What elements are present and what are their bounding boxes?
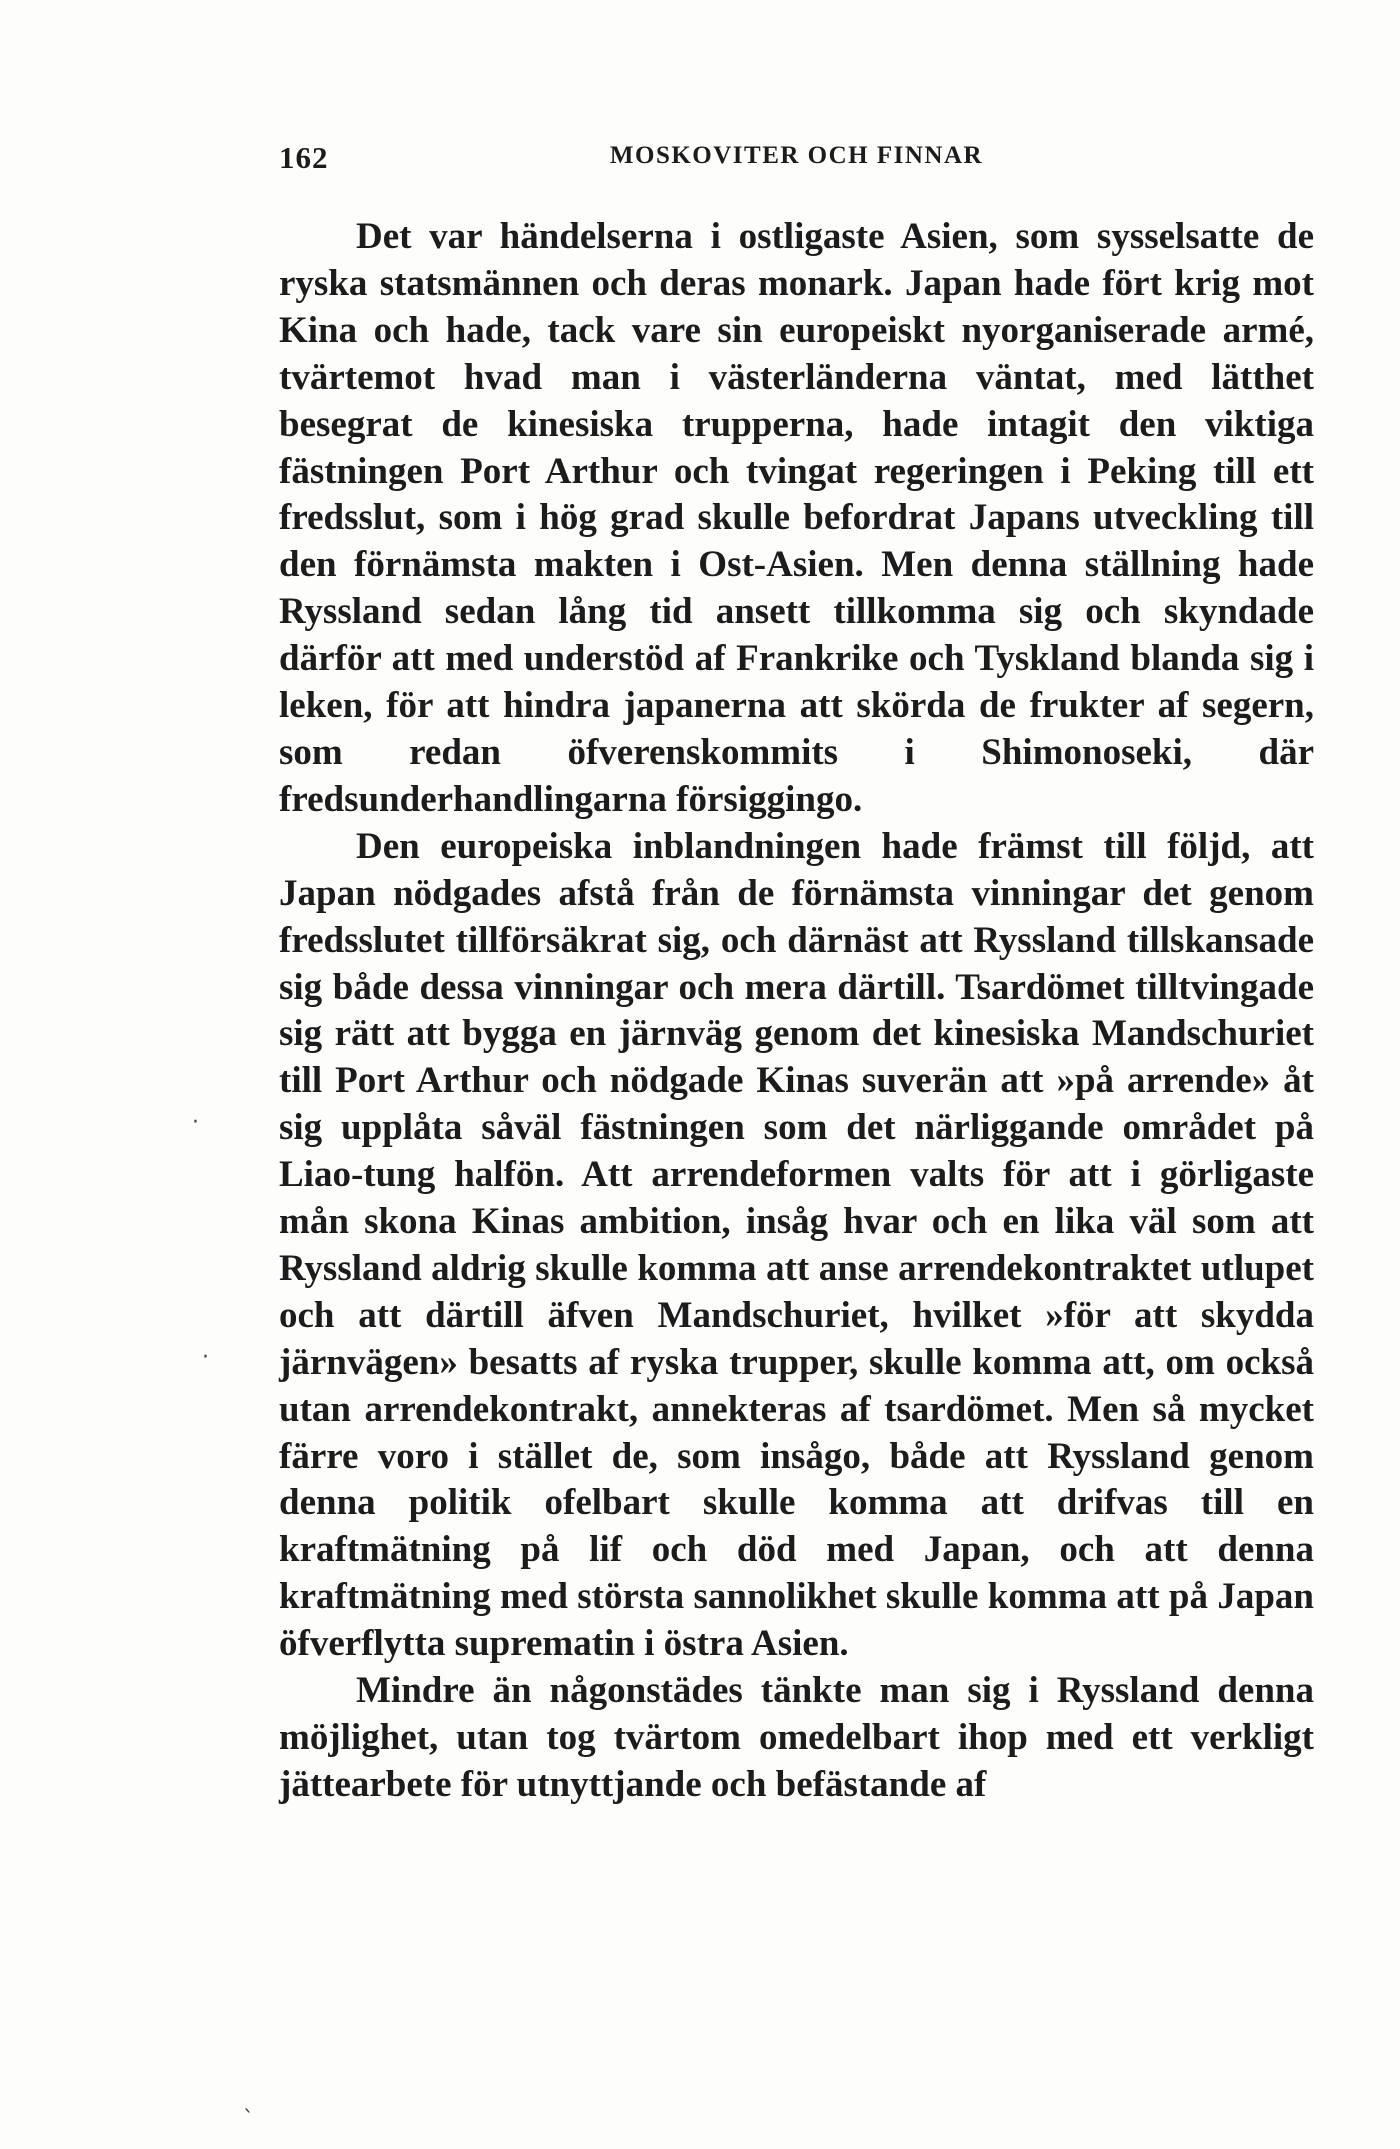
paragraph-2: Den europeiska inblandningen hade främst till följd, att Japan nödgades afstå från de förnämsta vinningar det genom fredsslutet tillförsäkrat sig, och därnäst att Ryssland tillskansade sig både dessa vinningar och mera därtill. Tsardömet tilltvingade sig rätt att bygga en järnväg genom det kinesiska Mandschuriet till Port Arthur och nödgade Kinas suverän att »på arrende» åt sig upplåta såväl fästningen som det närliggande området på Liao-tung halfön. Att arrendeformen valts för att i görligaste mån skona Kinas ambition, insåg hvar och en lika väl som att Ryssland aldrig skulle komma att anse arrendekontraktet utlupet och att därtill äfven Mandschuriet, hvilket »för att skydda järnvägen» besatts af ryska trupper, skulle komma att, om också utan arrendekontrakt, annekteras af tsardömet. Men så mycket färre voro i stället de, som insågo, både att Ryssland genom denna politik ofelbart skulle komma att drifvas till en kraftmätning på lif och död med Japan, och att denna kraftmätning med största sannolikhet skulle komma att på Japan öfverflytta suprematin i östra Asien. (279, 825, 1314, 1665)
print-speck: · (202, 1345, 209, 1370)
body-text (279, 214, 1314, 1809)
page-number: 162 (279, 140, 329, 175)
print-mark: ˎ (243, 2088, 254, 2113)
paragraph-3: Mindre än någonstädes tänkte man sig i Ryssland denna möjlighet, utan tog tvärtom omedelbart ihop med ett verkligt jättearbete för utnyttjande och befästande af (279, 1670, 1314, 1805)
running-title: MOSKOVITER OCH FINNAR (609, 142, 984, 169)
paragraph-1: Det var händelserna i ostligaste Asien, som sysselsatte de ryska statsmännen och deras monark. Japan hade fört krig mot Kina och hade, tack vare sin europeiskt nyorganiserade armé, tvärtemot hvad man i västerländerna väntat, med lätthet besegrat de kinesiska trupperna, hade intagit den viktiga fästningen Port Arthur och tvingat regeringen i Peking till ett fredsslut, som i hög grad skulle befordrat Japans utveckling till den förnämsta makten i Ost-Asien. Men denna ställning hade Ryssland sedan lång tid ansett tillkomma sig och skyndade därför att med understöd af Frankrike och Tyskland blanda sig i leken, för att hindra japanerna att skörda de frukter af segern, som redan öfverenskommits i Shimonoseki, där fredsunderhandlingarna försiggingo. (279, 216, 1314, 820)
print-speck: · (192, 1110, 199, 1135)
running-head (279, 140, 1314, 180)
